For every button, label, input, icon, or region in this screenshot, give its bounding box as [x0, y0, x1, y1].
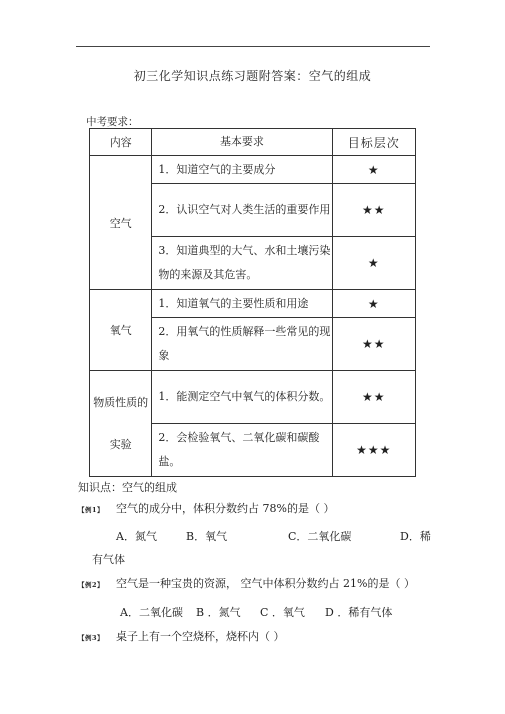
table-row [90, 156, 416, 184]
option-a: A．氮气 [116, 530, 157, 543]
option-b: B ．氮气 [196, 606, 241, 619]
requirement-cell: 2．认识空气对人类生活的重要作用 [152, 184, 332, 237]
question-1 [78, 501, 334, 518]
question-text: 空气的成分中，体积分数约占 78%的是（ ） [116, 502, 335, 515]
table-header-row [90, 129, 416, 156]
requirements-table [89, 128, 416, 477]
option-d: D ．稀有气体 [325, 606, 393, 619]
question-text: 空气是一种宝贵的资源， 空气中体积分数约占 21%的是（ ） [116, 577, 415, 590]
page-title: 初三化学知识点练习题附答案：空气的组成 [133, 69, 372, 83]
requirement-cell: 2．用氧气的性质解释一些常见的现象 [152, 318, 332, 371]
content-experiment-line1: 物质性质的 [93, 395, 149, 409]
level-cell: ★ [332, 290, 416, 318]
question-tag: 【例3】 [78, 634, 105, 642]
requirement-cell: 1．知道空气的主要成分 [152, 156, 332, 184]
option-c: C ．氧气 [260, 606, 305, 619]
option-d-wrap: 有气体 [92, 553, 125, 566]
level-cell: ★★ [332, 184, 416, 237]
question-tag: 【例2】 [78, 581, 105, 589]
question-tag: 【例1】 [78, 506, 105, 514]
level-cell: ★★★ [332, 424, 416, 477]
table-row [90, 371, 416, 424]
option-b: B．氧气 [186, 530, 228, 543]
requirement-cell: 3．知道典型的大气、水和土壤污染物的来源及其危害。 [152, 237, 332, 290]
question-text: 桌子上有一个空烧杯，烧杯内（ ） [116, 630, 285, 643]
option-d: D．稀 [400, 530, 431, 543]
question-2 [78, 576, 415, 593]
requirement-label: 中考要求： [86, 116, 139, 128]
level-cell: ★★ [332, 318, 416, 371]
option-a: A．二氧化碳 [120, 606, 183, 619]
requirement-cell: 1．能测定空气中氧气的体积分数。 [152, 371, 332, 424]
question-3 [78, 629, 285, 646]
content-experiment-line2: 实验 [109, 437, 132, 451]
content-air: 空气 [90, 156, 152, 290]
requirement-cell: 1．知道氧气的主要性质和用途 [152, 290, 332, 318]
header-rule [76, 46, 430, 47]
content-oxygen: 氧气 [90, 290, 152, 371]
level-cell: ★ [332, 156, 416, 184]
level-cell: ★★ [332, 371, 416, 424]
header-target-level: 目标层次 [332, 129, 416, 156]
content-experiment [90, 371, 152, 477]
header-content: 内容 [90, 129, 152, 156]
requirement-cell: 2．会检验氧气、二氧化碳和碳酸盐。 [152, 424, 332, 477]
header-basic-requirement: 基本要求 [152, 129, 332, 156]
option-c: C．二氧化碳 [288, 530, 352, 543]
table-row [90, 290, 416, 318]
knowledge-point: 知识点：空气的组成 [78, 481, 177, 494]
level-cell: ★ [332, 237, 416, 290]
